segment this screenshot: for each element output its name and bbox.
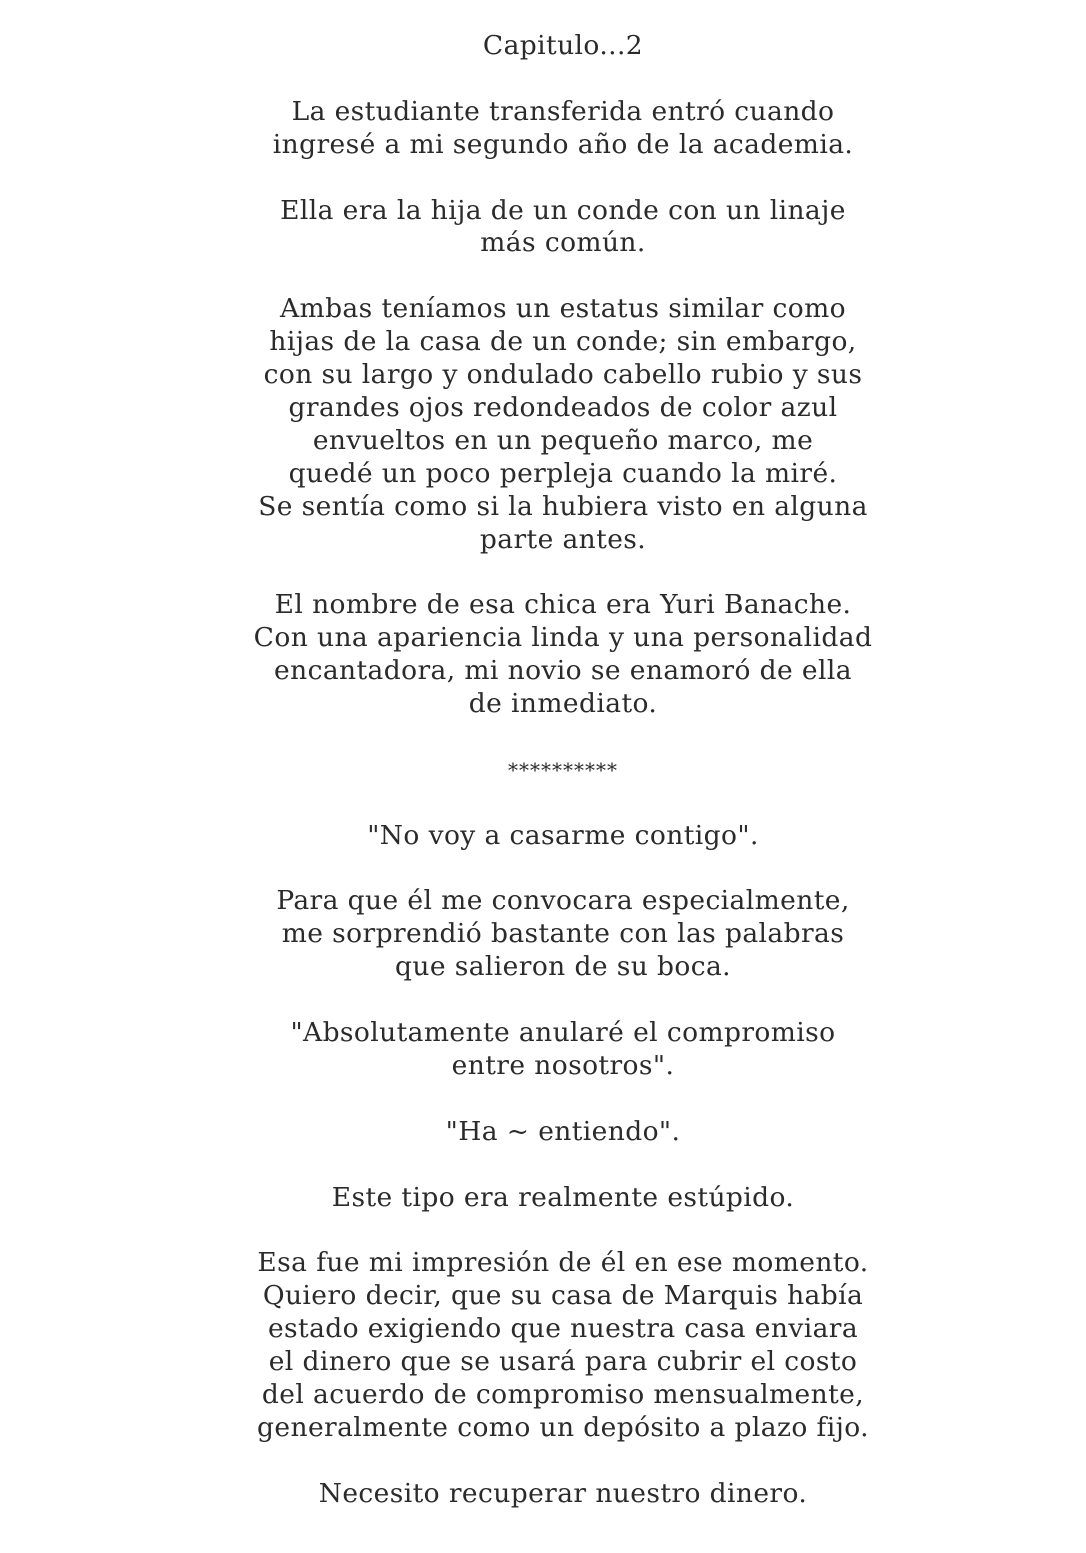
- paragraph-gap: [0, 721, 1086, 754]
- paragraph-gap: [0, 162, 1086, 195]
- paragraph-gap: [0, 1149, 1086, 1182]
- paragraph-11: Necesito recuperar nuestro dinero.: [318, 1477, 808, 1509]
- paragraph-8: "Ha ~ entiendo".: [445, 1115, 681, 1147]
- paragraph-gap: [0, 1083, 1086, 1116]
- paragraph-gap: [0, 1445, 1086, 1478]
- paragraph-gap: [0, 1214, 1086, 1247]
- paragraph-gap: [0, 787, 1086, 820]
- paragraph-7: "Absolutamente anularé el compromiso entre nosotros".: [290, 1017, 836, 1081]
- paragraph-gap: [0, 260, 1086, 293]
- paragraph-2: Ella era la hija de un conde con un linaje más común.: [280, 194, 846, 259]
- paragraph-gap: [0, 63, 1086, 96]
- scene-separator: **********: [508, 757, 618, 782]
- paragraph-9: Este tipo era realmente estúpido.: [331, 1181, 795, 1213]
- paragraph-gap: [0, 853, 1086, 886]
- paragraph-3: Ambas teníamos un estatus similar como hijas de la casa de un conde; sin embargo, con su largo y ondulado cabello rubio y sus grandes ojos redondeados de color azul envueltos en un pequeño marco, me quedé un poco perpleja cuando la miré. Se sentía como si la hubiera visto en alguna parte antes.: [258, 293, 868, 555]
- paragraph-6: Para que él me convocara especialmente, me sorprendió bastante con las palabras que salieron de su boca.: [276, 885, 850, 983]
- paragraph-1: La estudiante transferida entró cuando ingresé a mi segundo año de la academia.: [272, 95, 854, 160]
- paragraph-10: Esa fue mi impresión de él en ese momento. Quiero decir, que su casa de Marquis había estado exigiendo que nuestra casa enviara el dinero que se usará para cubrir el costo del acuerdo de compromiso mensualmente, generalmente como un depósito a plazo fijo.: [257, 1247, 869, 1443]
- paragraph-5: "No voy a casarme contigo".: [367, 819, 759, 851]
- paragraph-gap: [0, 984, 1086, 1017]
- paragraph-gap: [0, 556, 1086, 589]
- document-body: [0, 30, 1086, 1511]
- paragraph-4: El nombre de esa chica era Yuri Banache. Con una apariencia linda y una personalidad encantadora, mi novio se enamoró de ella de inmediato.: [253, 589, 873, 720]
- chapter-title: Capitulo...2: [482, 30, 644, 61]
